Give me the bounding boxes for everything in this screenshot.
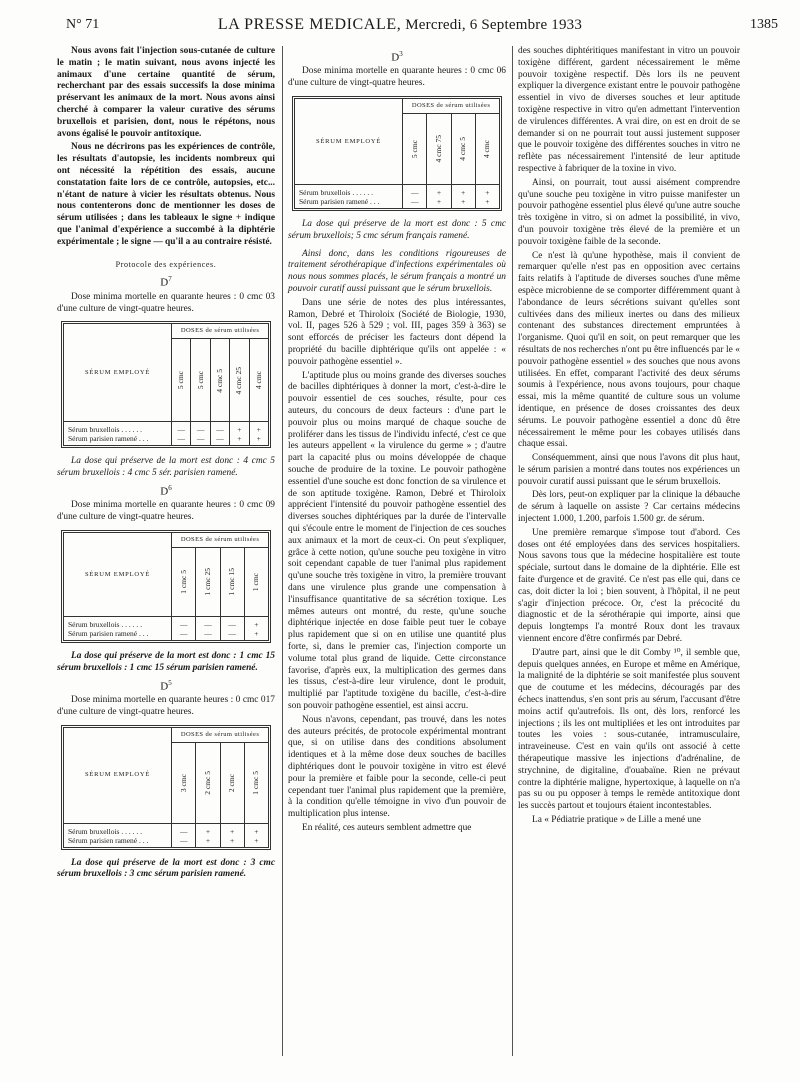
dose-col: 1 cmc 5 bbox=[251, 770, 261, 795]
paragraph: Ainsi, on pourrait, tout aussi aisément comprendre qu'une souche peu toxigène in vitro puisse manifester un pouvoir pathogène essentiel plus élevé qu'une autre souche très toxigène in vitro, si on admet la possibilité, in vivo, d'un pouvoir toxigène très élevé de la première et un pouvoir toxigène faible de la seconde. bbox=[518, 177, 740, 247]
doses-header: DOSES de sérum utilisées bbox=[172, 324, 268, 339]
dose-table: SÉRUM EMPLOYÉ DOSES de sérum utilisées 5 cmc 5 cmc 4 cmc 5 4 cmc 25 4 cmc Sérum bruxellois . . . . . . Sérum parisien ramené . . . — — — — — — + + + + bbox=[61, 321, 271, 448]
dose-col: 1 cmc 25 bbox=[202, 568, 212, 596]
paragraph: L'aptitude plus ou moins grande des diverses souches de bacilles diphtériques à donner la mort, c'est-à-dire le pouvoir essentiel de ces souches, résulte, pour ces auteurs, du concours de deux facteurs : d'une part le pouvoir plus ou moins marqué de chaque souche de proliférer dans les tissus de l'individu infecté, c'est ce que les auteurs appellent « la virulence du germe » ; d'autre part la capacité plus ou moins développée de chaque souche de produire de la toxine. Le pouvoir pathogène essentiel d'une souche est donc fonction de sa virulence et de son aptitude toxigène. Ramon, Debré et Thiroloix apprécient l'intensité du pouvoir pathogène essentiel des diverses souches diphtériques par la durée de l'intervalle qui s'écoule entre le moment de l'injection de ces souches aux animaux et la mort de ceux-ci. On peut s'expliquer, grâce à cette notion, qu'une souche peu toxigène in vitro soit cependant capable de tuer l'animal plus rapidement qu'une souche très toxigène in vitro, la première trouvant dans une virulence plus grande une compensation à l'insuffisance quantitative de sa sécrétion toxique. Les mêmes auteurs ont montré, du reste, qu'une souche diphtérique injectée en dose faible peut tuer le cobaye plus rapidement que si on en utilise une quantité plus forte, si, dans le premier cas, l'injection comporte un volume total plus grand de liquide. Cette circonstance favorise, d'après eux, la multiplication des germes dans les tissus, c'est-à-dire leur virulence, dont le produit, multiplié par l'aptitude toxigène du bacille, c'est-à-dire son pouvoir pathogène essentiel, est ainsi accru. bbox=[288, 370, 506, 711]
row-label: Sérum parisien ramené . . . bbox=[68, 835, 149, 845]
paragraph: Nous ne décrirons pas les expériences de contrôle, les résultats d'autopsie, les incidents nombreux qui ont nécessité la répétition des essais, aucune constatation faite lors de ce contrôle, autopsies, etc... n'étant de nature à vicier les résultats obtenus. Nous nous contenterons donc de mentionner les doses de sérum utilisées ; dans les tableaux le signe + indique que l'animal d'expérience a succombé à la diphtérie expérimentale ; le signe — qu'il a au contraire résisté. bbox=[57, 142, 275, 247]
journal-name: LA PRESSE MEDICALE, bbox=[217, 16, 402, 33]
dose-col: 4 cmc 5 bbox=[458, 137, 468, 161]
experiment-label: $D^3$ bbox=[391, 50, 403, 64]
paragraph: D'autre part, ainsi que le dit Comby ¹⁰, il semble que, depuis quelques années, en Europe et même en Amérique, la malignité de la diphtérie se soit manifestée plus souvent que de coutume et les médecins, découragés par des échecs inattendus, s'en sont pris au sérum, l'accusant d'être moins actif qu'autrefois. Ils ont, dès lors, renforcé les injections ; ils les ont multipliées et les ont introduites par toutes les voies : sous-cutanée, intramusculaire, intraveineuse. C'est en vain qu'ils ont associé à cette thérapeutique massive les injections d'adrénaline, de strychnine, de digitaline, d'ouabaïne. Rien ne prévaut contre la diphtérie maligne, hypertoxique, à laquelle on n'a pas su ou pu opposer à temps le remède antitoxique dont les succès partout et toujours étaient incontestables. bbox=[518, 647, 740, 812]
column-2 bbox=[288, 46, 506, 837]
doses-header: DOSES de sérum utilisées bbox=[403, 99, 499, 114]
serum-header: SÉRUM EMPLOYÉ bbox=[64, 728, 172, 823]
page-header bbox=[0, 0, 800, 38]
result-text: La dose qui préserve de la mort est donc : 5 cmc sérum bruxellois; 5 cmc sérum français ramené. bbox=[288, 219, 506, 241]
dose-col: 3 cmc bbox=[178, 773, 188, 792]
dose-col: 4 cmc 25 bbox=[234, 366, 244, 395]
row-label: Sérum parisien ramené . . . bbox=[68, 434, 149, 444]
dose-col: 2 cmc bbox=[227, 773, 237, 792]
dose-col: 4 cmc bbox=[482, 139, 492, 159]
dose-text: Dose minima mortelle en quarante heures : 0 cmc 017 d'une culture de vingt-quatre heures. bbox=[57, 695, 275, 717]
column-rule bbox=[512, 46, 513, 1056]
issue-number: N° 71 bbox=[66, 17, 100, 32]
column-1 bbox=[57, 46, 275, 883]
dose-table: SÉRUM EMPLOYÉ DOSES de sérum utilisées 3 cmc 2 cmc 5 2 cmc 1 cmc 5 Sérum bruxellois . . . . . . Sérum parisien ramené . . . — — + + + + + + bbox=[61, 725, 271, 850]
dose-col: 1 cmc 15 bbox=[227, 568, 237, 596]
dose-col: 4 cmc 5 bbox=[215, 368, 225, 393]
column-rule bbox=[282, 46, 283, 1056]
dose-col: 1 cmc bbox=[251, 572, 261, 592]
column-3 bbox=[518, 46, 740, 829]
dose-table: SÉRUM EMPLOYÉ DOSES de sérum utilisées 5 cmc 4 cmc 75 4 cmc 5 4 cmc Sérum bruxellois . . . . . . Sérum parisien ramené . . . — — + + + + + + bbox=[292, 96, 502, 211]
row-label: Sérum bruxellois . . . . . . bbox=[68, 425, 142, 435]
result-text: La dose qui préserve de la mort est donc : 3 cmc sérum bruxellois : 3 cmc sérum parisien ramené. bbox=[57, 857, 275, 880]
result-text: La dose qui préserve de la mort est donc : 1 cmc 15 sérum bruxellois : 1 cmc 15 sérum parisien ramené. bbox=[57, 651, 275, 673]
row-label: Sérum bruxellois . . . . . . bbox=[68, 826, 142, 836]
paragraph: Ainsi donc, dans les conditions rigoureuses de traitement sérothérapique d'infections expérimentales où nous nous sommes placés, le sérum français a montré un pouvoir curatif aussi puissant que le sérum bruxellois. bbox=[288, 248, 506, 295]
paragraph: des souches diphtéritiques manifestant in vitro un pouvoir toxigène différent, gardent nécessairement le même pouvoir toxigène respectif. Dès lors ils ne peuvent expliquer la divergence existant entre le pouvoir pathogène essentiel in vivo de diverses souches et leur aptitude toxigène respective in vitro qu'en admettant l'intervention de virulences différentes. A vrai dire, on est en droit de se demander si on ne pourrait tout aussi justement supposer que le pouvoir toxigène des différentes souches in vitro ne reflète pas nécessairement l'intensité de leur aptitude respective à fabriquer de la toxine in vivo. bbox=[518, 46, 740, 174]
dose-col: 5 cmc bbox=[195, 371, 205, 390]
dose-col: 5 cmc bbox=[176, 371, 186, 390]
dose-table: SÉRUM EMPLOYÉ DOSES de sérum utilisées 1 cmc 5 1 cmc 25 1 cmc 15 1 cmc Sérum bruxellois . . . . . . Sérum parisien ramené . . . — — — — — — + + bbox=[61, 530, 271, 643]
experiment-label: $D^7$ bbox=[160, 275, 172, 289]
row-label: Sérum bruxellois . . . . . . bbox=[299, 188, 373, 198]
paragraph: Ce n'est là qu'une hypothèse, mais il convient de remarquer qu'elle n'est pas en opposition avec certains faits relatifs à l'aptitude de diverses souches d'une même espèce microbienne de se comporter différemment quant à l'abondance de leurs sécrétions suivant qu'elles sont cultivées dans des milieux inertes ou dans des milieux contenant des substances directement empruntées à l'organisme. Quoi qu'il en soit, on peut remarquer que les résultats de nos recherches n'ont pu être influencés par le « pouvoir pathogène essentiel » des souches que nous avons utilisées. En effet, comparant l'activité des deux sérums soumis à l'expérience, nous avons toujours, pour chaque essai, mis la même quantité de culture sous un volume identique, en présence de doses croissantes des deux sérums. Le pouvoir pathogène essentiel a donc dû être nécessairement le même pour les cobayes utilisés dans chaque essai. bbox=[518, 250, 740, 450]
paragraph: Nous n'avons, cependant, pas trouvé, dans les notes des auteurs précités, de protocole expérimental montrant que, si on utilise dans des conditions absolument identiques et à la même dose deux souches de bacilles diphtériques dont le pouvoir toxigène in vitro est élevé pour la première et faible pour la seconde, celle-ci peut cependant tuer l'animal plus rapidement que la première, à la condition qu'elle témoigne in vivo d'un pouvoir de multiplication plus intense. bbox=[288, 714, 506, 820]
section-heading: Protocole des expériences. bbox=[115, 259, 217, 269]
row-label: Sérum parisien ramené . . . bbox=[68, 629, 149, 639]
doses-header: DOSES de sérum utilisées bbox=[172, 728, 268, 743]
journal-title bbox=[0, 16, 800, 34]
dose-text: Dose minima mortelle en quarante heures : 0 cmc 06 d'une culture de vingt-quatre heures. bbox=[288, 66, 506, 89]
paragraph: Dans une série de notes des plus intéressantes, Ramon, Debré et Thiroloix (Société de Biologie, 1930, vol. II, pages 526 à 529 ; vol. III, pages 359 à 363) se sont efforcés de préciser les facteurs dont dépend la propriété du bacille diphtérique qu'ils ont appelée : « pouvoir pathogène essentiel ». bbox=[288, 297, 506, 367]
serum-header: SÉRUM EMPLOYÉ bbox=[295, 99, 403, 184]
paragraph: En réalité, ces auteurs semblent admettre que bbox=[302, 822, 472, 833]
experiment-label: $D^6$ bbox=[160, 483, 172, 498]
page-number: 1385 bbox=[750, 17, 778, 32]
dose-text: Dose minima mortelle en quarante heures : 0 cmc 09 d'une culture de vingt-quatre heures. bbox=[57, 500, 275, 523]
paragraph: Une première remarque s'impose tout d'abord. Ces doses ont été employées dans des services hospitaliers. Nous savons tous que la médecine hospitalière est toute spéciale, surtout dans le domaine de la diphtérie. Elle est faite d'urgence et de gravité. Ce n'est pas elle qui, dans ce cas, doit dicter la loi ; bien souvent, à l'hôpital, il ne peut s'agir d'injection précoce. Or, c'est la précocité du diagnostic et de la sérothérapie qui importe, ainsi que depuis longtemps l'a montré Roux dont les travaux viennent encore d'être confirmés par Debré. bbox=[518, 527, 740, 645]
paragraph: Conséquemment, ainsi que nous l'avons dit plus haut, le sérum parisien a montré dans toutes nos expériences un pouvoir curatif aussi puissant que le sérum bruxellois. bbox=[518, 453, 740, 487]
dose-col: 5 cmc bbox=[409, 139, 419, 159]
issue-date: Mercredi, 6 Septembre 1933 bbox=[405, 17, 583, 33]
row-label: Sérum bruxellois . . . . . . bbox=[68, 620, 142, 630]
doses-header: DOSES de sérum utilisées bbox=[172, 533, 268, 548]
dose-col: 1 cmc 5 bbox=[178, 570, 188, 594]
experiment-label: $D^5$ bbox=[160, 678, 172, 693]
row-label: Sérum parisien ramené . . . bbox=[299, 197, 380, 207]
dose-text: Dose minima mortelle en quarante heures : 0 cmc 03 d'une culture de vingt-quatre heures. bbox=[57, 291, 275, 314]
dose-col: 4 cmc 75 bbox=[433, 135, 443, 163]
dose-col: 2 cmc 5 bbox=[202, 770, 212, 795]
serum-header: SÉRUM EMPLOYÉ bbox=[64, 533, 172, 616]
dose-col: 4 cmc bbox=[253, 371, 263, 390]
paragraph: Nous avons fait l'injection sous-cutanée de culture le matin ; le matin suivant, nous avons injecté les animaux d'une certaine quantité de sérum, recherchant par des essais successifs la dose minima préservant les animaux de la mort. Nous avons ainsi cherché à comparer la valeur curative des sérums bruxellois et parisien, dont, nous le répétons, nous avons égalisé le pouvoir antitoxique. bbox=[57, 46, 275, 139]
paragraph: La « Pédiatrie pratique » de Lille a mené une bbox=[532, 815, 701, 825]
serum-header: SÉRUM EMPLOYÉ bbox=[64, 324, 172, 421]
result-text: La dose qui préserve de la mort est donc : 4 cmc 5 sérum bruxellois : 4 cmc 5 sér. parisien ramené. bbox=[57, 456, 275, 479]
paragraph: Dès lors, peut-on expliquer par la clinique la débauche de sérum à laquelle on assiste ? Car certains médecins injectent 1.000, 1.200, parfois 1.500 gr. de sérum. bbox=[518, 490, 740, 525]
